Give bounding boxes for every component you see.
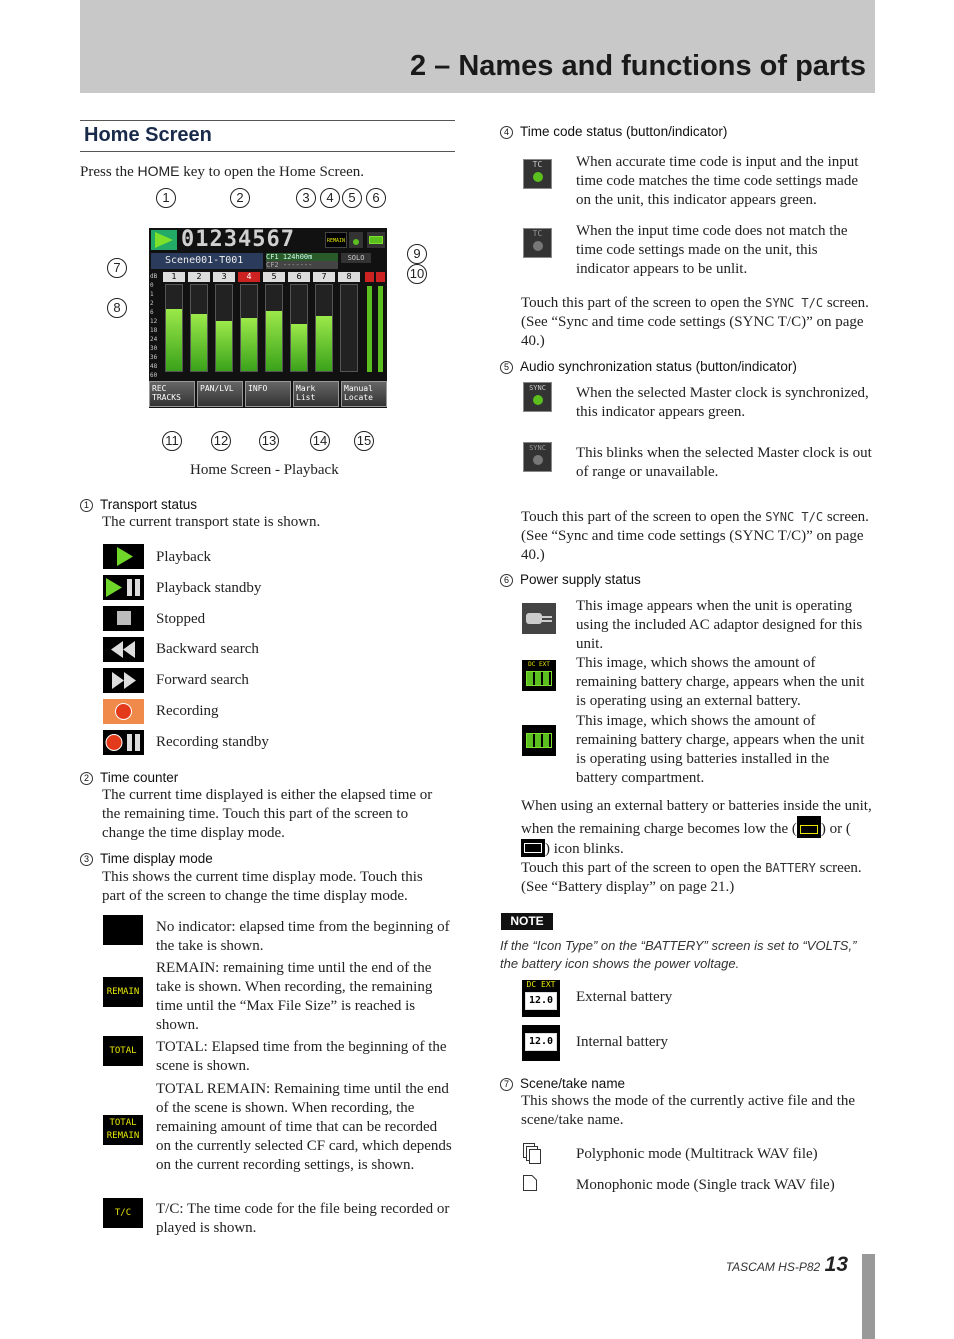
cf1-status: CF1 124h00m	[266, 253, 338, 261]
callout-10: 10	[407, 264, 427, 284]
s5-touch-text: Touch this part of the screen to open the SYNC T/C screen. (See “Sync and time code settings (SYNC T/C)” on page 40.)	[521, 509, 869, 563]
heading-7: 7 Scene/take name	[500, 1076, 625, 1091]
track-label[interactable]: 4	[238, 272, 260, 282]
mode-tc-text: T/C: The time code for the file being recorded or played is shown.	[156, 1201, 450, 1236]
button-row	[149, 380, 387, 408]
callout-4: 4	[320, 188, 340, 208]
rewind-icon	[103, 637, 144, 662]
state-backward: Backward search	[156, 641, 259, 657]
callout-3: 3	[296, 188, 316, 208]
int-battery-label: Internal battery	[576, 1034, 669, 1050]
track-meter[interactable]	[340, 284, 358, 372]
s6-touch-text: Touch this part of the screen to open the BATTERY screen. (See “Battery display” on page 21.)	[521, 860, 862, 895]
track-meter[interactable]	[215, 284, 233, 372]
callout-6: 6	[366, 188, 386, 208]
sync-blink-icon: SYNC	[523, 442, 552, 472]
monophonic-file-icon	[522, 1174, 538, 1192]
playback-icon	[103, 544, 144, 569]
track-label[interactable]: 8	[338, 272, 360, 282]
mode-remain-text: REMAIN: remaining time until the end of the take is shown. When recording, the remaining time until the “Max File Size” is reached is shown.	[156, 960, 433, 1033]
mode-total-remain-text: TOTAL REMAIN: Remaining time until the end of the scene is shown. When recording, the remaining amount of time that can be recorded on the currently selected CF card, which depends on the current recording settings, is shown.	[156, 1081, 452, 1173]
battery-indicator[interactable]	[367, 232, 385, 248]
s5-blink-text: This blinks when the selected Master clock is out of range or unavailable.	[576, 445, 872, 480]
cf2-status: CF2 -------	[266, 261, 338, 269]
total-remain-icon: TOTAL REMAIN	[103, 1115, 143, 1145]
mode-elapsed-text: No indicator: elapsed time from the beginning of the take is shown.	[156, 919, 450, 954]
heading-2: 2 Time counter	[80, 770, 178, 785]
tc-unlit-icon: TC	[523, 228, 552, 258]
state-recording-standby: Recording standby	[156, 734, 269, 750]
solo-indicator[interactable]: SOLO	[341, 253, 371, 263]
ext-battery-label: External battery	[576, 989, 673, 1005]
play-icon	[155, 232, 173, 248]
remain-badge[interactable]: REMAIN	[325, 232, 347, 248]
total-icon: TOTAL	[103, 1036, 143, 1066]
s4-unlit-text: When the input time code does not match the time code settings made on the unit, this indicator appears to be unlit.	[576, 223, 848, 277]
track-label[interactable]: 6	[288, 272, 310, 282]
screen-button[interactable]: Mark List	[293, 381, 339, 407]
record-standby-icon	[103, 730, 144, 755]
s6-low-text: When using an external battery or batteries inside the unit, when the remaining charge becomes low the ( ) or ( ) icon blinks.	[521, 798, 872, 857]
callout-11: 11	[162, 431, 182, 451]
track-meter[interactable]	[165, 284, 183, 372]
callout-1: 1	[156, 188, 176, 208]
mono-label: Monophonic mode (Single track WAV file)	[576, 1177, 835, 1193]
heading-1: 1 Transport status	[80, 497, 197, 512]
mode-total-text: TOTAL: Elapsed time from the beginning of the scene is shown.	[156, 1039, 447, 1074]
home-screen-image	[149, 228, 387, 408]
record-icon	[103, 699, 144, 724]
s6-ac-text: This image appears when the unit is operating using the included AC adaptor designed for this unit.	[576, 598, 863, 652]
remain-icon: REMAIN	[103, 977, 143, 1007]
s2-text: The current time displayed is either the elapsed time or the remaining time. Touch this part of the screen to change the time display mode.	[102, 787, 433, 841]
screen-button[interactable]: REC TRACKS	[149, 381, 195, 407]
no-indicator-icon	[103, 915, 143, 945]
db-scale: dB 0 1 2 6 12 18 24 30 36 48 60	[150, 273, 158, 379]
tc-indicator[interactable]	[349, 232, 363, 248]
callout-13: 13	[259, 431, 279, 451]
tc-mode-icon: T/C	[103, 1198, 143, 1228]
time-counter[interactable]: 01234567	[181, 228, 295, 252]
s4-touch-text: Touch this part of the screen to open the SYNC T/C screen. (See “Sync and time code settings (SYNC T/C)” on page 40.)	[521, 295, 869, 349]
s4-green-text: When accurate time code is input and the input time code matches the time code settings made on the unit, this indicator appears green.	[576, 154, 859, 208]
chapter-title: 2 – Names and functions of parts	[409, 50, 866, 82]
callout-8: 8	[107, 298, 127, 318]
track-label[interactable]: 7	[313, 272, 335, 282]
track-meter[interactable]	[265, 284, 283, 372]
track-label[interactable]: 1	[163, 272, 185, 282]
callout-9: 9	[407, 244, 427, 264]
callout-5: 5	[342, 188, 362, 208]
track-meter[interactable]	[315, 284, 333, 372]
callout-7: 7	[107, 258, 127, 278]
s6-ext-text: This image, which shows the amount of remaining battery charge, appears when the unit is operating using an external battery.	[576, 655, 865, 709]
page-edge-bar	[862, 1254, 875, 1339]
track-label[interactable]: 3	[213, 272, 235, 282]
state-playback-standby: Playback standby	[156, 580, 262, 596]
state-playback: Playback	[156, 549, 211, 565]
s5-green-text: When the selected Master clock is synchronized, this indicator appears green.	[576, 385, 869, 420]
scene-name[interactable]: Scene001-T001	[151, 253, 263, 269]
stop-icon	[103, 606, 144, 631]
track-label[interactable]: 2	[188, 272, 210, 282]
screen-button[interactable]: INFO	[245, 381, 291, 407]
figure-caption: Home Screen - Playback	[190, 462, 339, 478]
tc-green-icon: TC	[523, 159, 552, 189]
callout-15: 15	[354, 431, 374, 451]
heading-4: 4 Time code status (button/indicator)	[500, 124, 727, 139]
s7-text: This shows the mode of the currently active file and the scene/take name.	[521, 1093, 856, 1128]
int-volts-icon: 12.0	[522, 1025, 560, 1061]
state-recording: Recording	[156, 703, 219, 719]
track-label[interactable]: 5	[263, 272, 285, 282]
footer: TASCAM HS-P82 13	[725, 1253, 848, 1276]
ac-adaptor-icon	[522, 603, 556, 634]
fast-forward-icon	[103, 668, 144, 693]
state-stopped: Stopped	[156, 611, 206, 627]
low-int-battery-icon	[521, 839, 545, 857]
callout-12: 12	[211, 431, 231, 451]
low-ext-battery-icon	[797, 816, 821, 838]
heading-6: 6 Power supply status	[500, 572, 641, 587]
callout-2: 2	[230, 188, 250, 208]
state-forward: Forward search	[156, 672, 249, 688]
s6-int-text: This image, which shows the amount of remaining battery charge, appears when the unit is operating using batteries installed in the battery compartment.	[576, 713, 865, 786]
track-meter[interactable]	[190, 284, 208, 372]
screen-button[interactable]: PAN/LVL	[197, 381, 243, 407]
level-meters	[149, 272, 387, 380]
heading-3: 3 Time display mode	[80, 851, 213, 866]
section-title: Home Screen	[80, 120, 455, 152]
callout-14: 14	[310, 431, 330, 451]
note-text: If the “Icon Type” on the “BATTERY” screen is set to “VOLTS,” the battery icon shows the power voltage.	[500, 938, 857, 971]
s1-text: The current transport state is shown.	[102, 514, 321, 530]
s3-text: This shows the current time display mode. Touch this part of the screen to change the time display mode.	[102, 869, 423, 904]
playback-standby-icon	[103, 575, 144, 600]
screen-button[interactable]: Manual Locate	[341, 381, 387, 407]
heading-5: 5 Audio synchronization status (button/indicator)	[500, 359, 797, 374]
sync-green-icon: SYNC	[523, 382, 552, 412]
track-meter[interactable]	[290, 284, 308, 372]
internal-battery-icon	[522, 725, 556, 756]
ext-volts-icon: DC EXT 12.0	[522, 980, 560, 1017]
stereo-meter	[365, 272, 385, 372]
intro-text: Press the HOME key to open the Home Screen.	[80, 163, 365, 180]
poly-label: Polyphonic mode (Multitrack WAV file)	[576, 1146, 818, 1162]
polyphonic-file-icon	[522, 1142, 542, 1164]
track-meter[interactable]	[240, 284, 258, 372]
note-badge: NOTE	[501, 913, 553, 930]
external-battery-icon: DC EXT	[522, 660, 556, 691]
